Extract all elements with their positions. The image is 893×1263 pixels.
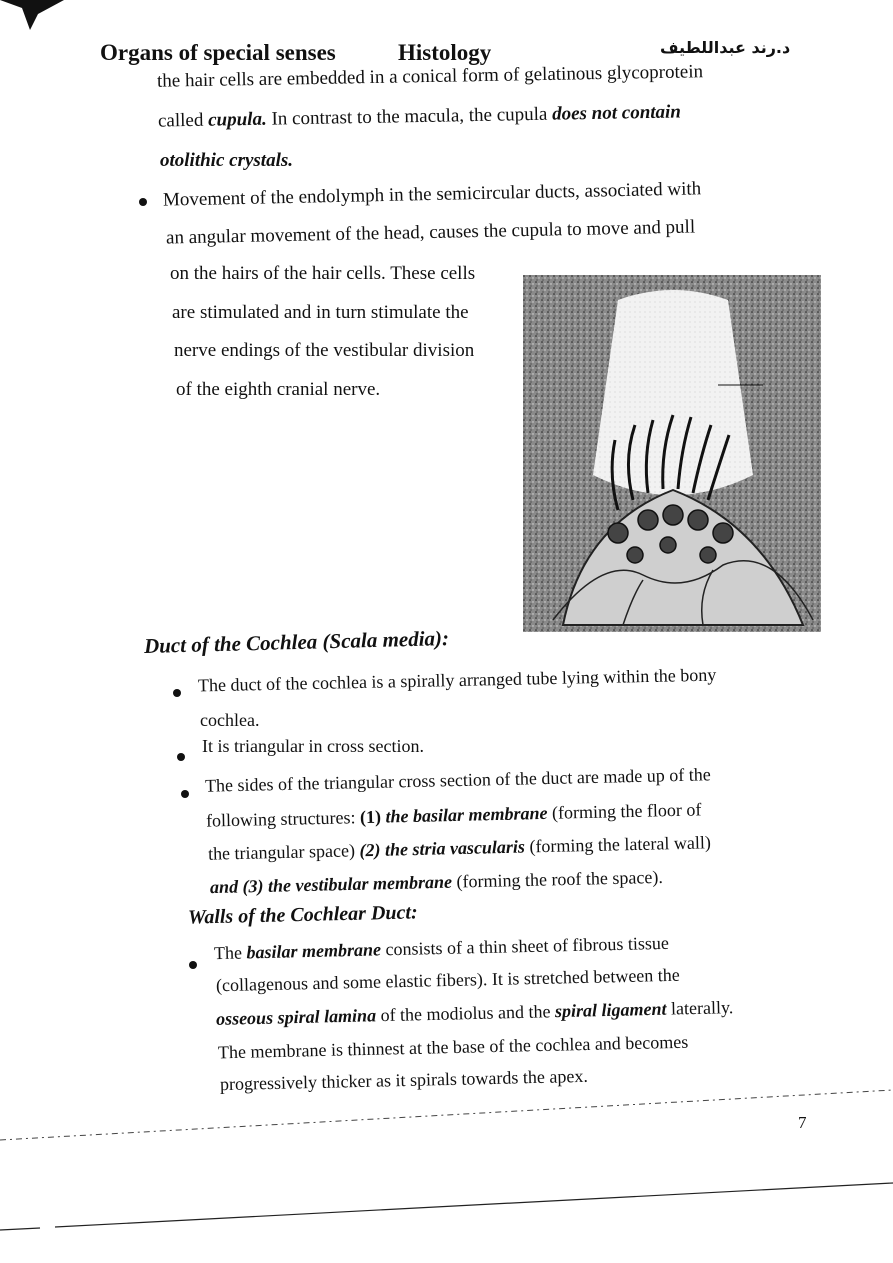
bullet: [189, 961, 197, 969]
header-subject: Organs of special senses: [100, 40, 336, 65]
cochlea-b3-line-3: the triangular space) (2) the stria vascularis (forming the lateral wall): [207, 832, 712, 864]
bullet: [181, 790, 189, 798]
movement-line-5: nerve endings of the vestibular division: [174, 340, 475, 361]
walls-line-5: progressively thicker as it spirals towards the apex.: [219, 1065, 589, 1095]
bullet: [177, 753, 185, 761]
movement-line-2: an angular movement of the head, causes the cupula to move and pull: [165, 216, 696, 249]
walls-line-3: osseous spiral lamina of the modiolus and the spiral ligament laterally.: [215, 997, 734, 1029]
movement-line-6: of the eighth cranial nerve.: [176, 379, 381, 400]
walls-line-4: The membrane is thinnest at the base of the cochlea and becomes: [217, 1031, 689, 1063]
cochlea-b1-line-1: The duct of the cochlea is a spirally arranged tube lying within the bony: [197, 664, 717, 696]
bottom-rule: [0, 1175, 893, 1235]
movement-line-3: on the hairs of the hair cells. These cells: [170, 263, 476, 284]
page-number: 7: [798, 1113, 807, 1132]
cochlea-heading: Duct of the Cochlea (Scala media):: [143, 626, 450, 658]
cochlea-b3-line-2: following structures: (1) the basilar membrane (forming the floor of: [205, 799, 702, 831]
cochlea-b2: It is triangular in cross section.: [202, 736, 424, 756]
dashed-divider: [0, 1085, 893, 1145]
movement-line-4: are stimulated and in turn stimulate the: [172, 302, 469, 323]
header-histology: Histology: [398, 40, 492, 65]
walls-heading: Walls of the Cochlear Duct:: [187, 901, 418, 929]
walls-line-1: The basilar membrane consists of a thin sheet of fibrous tissue: [213, 932, 670, 964]
header-author: د.رند عبداللطيف: [660, 38, 791, 57]
corner-mark: [0, 0, 70, 40]
bullet: [173, 689, 181, 697]
walls-line-2: (collagenous and some elastic fibers). It is stretched between the: [215, 964, 680, 996]
cochlea-b1-line-2: cochlea.: [200, 710, 260, 730]
intro-line-2: called cupula. In contrast to the macula, the cupula does not contain: [157, 101, 682, 132]
bullet: [139, 198, 147, 206]
intro-line-3: otolithic crystals.: [160, 150, 293, 171]
movement-line-1: Movement of the endolymph in the semicircular ducts, associated with: [162, 178, 702, 211]
cupula-illustration: [523, 275, 821, 632]
intro-line-1: the hair cells are embedded in a conical form of gelatinous glycoprotein: [156, 61, 704, 92]
cochlea-b3-line-4: and (3) the vestibular membrane (forming the roof the space).: [209, 866, 664, 898]
cochlea-b3-line-1: The sides of the triangular cross section of the duct are made up of the: [204, 764, 711, 796]
